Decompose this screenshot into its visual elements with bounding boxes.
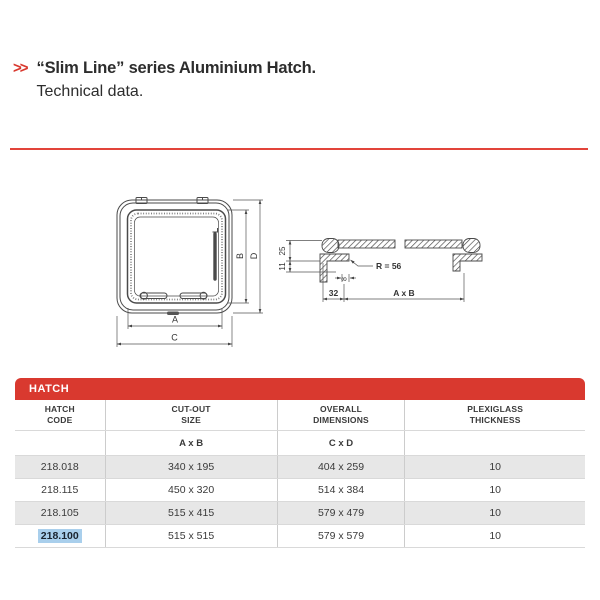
col-header-cutout-size: CUT-OUT SIZE bbox=[105, 400, 277, 431]
col-header-overall-dimensions: OVERALL DIMENSIONS bbox=[277, 400, 405, 431]
cell-hatch-code: 218.018 bbox=[15, 456, 105, 479]
cell-cutout: 515 x 515 bbox=[105, 525, 277, 548]
units-cell bbox=[405, 431, 585, 456]
cell-overall: 514 x 384 bbox=[277, 479, 405, 502]
table-units-row bbox=[15, 431, 585, 456]
dim-label-axb: A x B bbox=[393, 288, 415, 298]
cell-overall: 579 x 579 bbox=[277, 525, 405, 548]
table-row bbox=[15, 502, 585, 525]
red-chevrons-icon: >> bbox=[13, 59, 27, 78]
dim-label-25: 25 bbox=[278, 246, 287, 256]
col-header-hatch-code: HATCH CODE bbox=[15, 400, 105, 431]
title-block bbox=[37, 58, 316, 102]
hatch-lid bbox=[128, 210, 226, 303]
lid-profile-right bbox=[463, 239, 480, 253]
cell-plexiglass: 10 bbox=[405, 456, 585, 479]
units-cell bbox=[15, 431, 105, 456]
lid-section-left bbox=[338, 240, 395, 248]
cell-hatch-code: 218.115 bbox=[15, 479, 105, 502]
cell-plexiglass: 10 bbox=[405, 479, 585, 502]
dim-label-radius: R = 56 bbox=[376, 261, 402, 271]
cell-plexiglass: 10 bbox=[405, 525, 585, 548]
dim-label-32: 32 bbox=[328, 288, 339, 298]
dim-label-8: 8 bbox=[341, 277, 349, 281]
table-row bbox=[15, 479, 585, 502]
cell-hatch-code: 218.105 bbox=[15, 502, 105, 525]
hatch-cross-section-drawing bbox=[278, 227, 546, 311]
handle-bracket bbox=[213, 228, 218, 232]
cell-cutout: 340 x 195 bbox=[105, 456, 277, 479]
frame-profile-right bbox=[453, 254, 482, 271]
cell-overall: 404 x 259 bbox=[277, 456, 405, 479]
hatch-data-table bbox=[15, 400, 585, 548]
hatch-front-view-drawing bbox=[100, 188, 270, 354]
table-row bbox=[15, 525, 585, 548]
cell-hatch-code-selected bbox=[15, 525, 105, 548]
table-header-row bbox=[15, 400, 585, 431]
cell-overall: 579 x 479 bbox=[277, 502, 405, 525]
table-row bbox=[15, 456, 585, 479]
lid-gasket-seal bbox=[131, 214, 222, 300]
page-subtitle: Technical data. bbox=[36, 82, 144, 100]
units-cell-axb: A x B bbox=[105, 431, 277, 456]
col-header-plexiglass-thickness: PLEXIGLASS THICKNESS bbox=[405, 400, 585, 431]
lid-profile-left bbox=[322, 239, 339, 253]
dim-label-c: C bbox=[171, 332, 178, 343]
table-section-title: HATCH bbox=[15, 378, 585, 400]
dim-label-d: D bbox=[249, 252, 259, 260]
dim-label-b: B bbox=[235, 252, 245, 260]
page-header bbox=[13, 58, 316, 102]
dim-label-a: A bbox=[171, 314, 179, 325]
lid-section-right bbox=[405, 240, 462, 248]
cell-cutout: 515 x 415 bbox=[105, 502, 277, 525]
red-divider-rule bbox=[10, 148, 588, 150]
dim-label-11: 11 bbox=[278, 262, 287, 271]
cell-cutout: 450 x 320 bbox=[105, 479, 277, 502]
cell-plexiglass: 10 bbox=[405, 502, 585, 525]
selected-text-highlight: 218.100 bbox=[38, 529, 82, 543]
units-cell-cxd: C x D bbox=[277, 431, 405, 456]
page-title: “Slim Line” series Aluminium Hatch. bbox=[36, 59, 316, 77]
